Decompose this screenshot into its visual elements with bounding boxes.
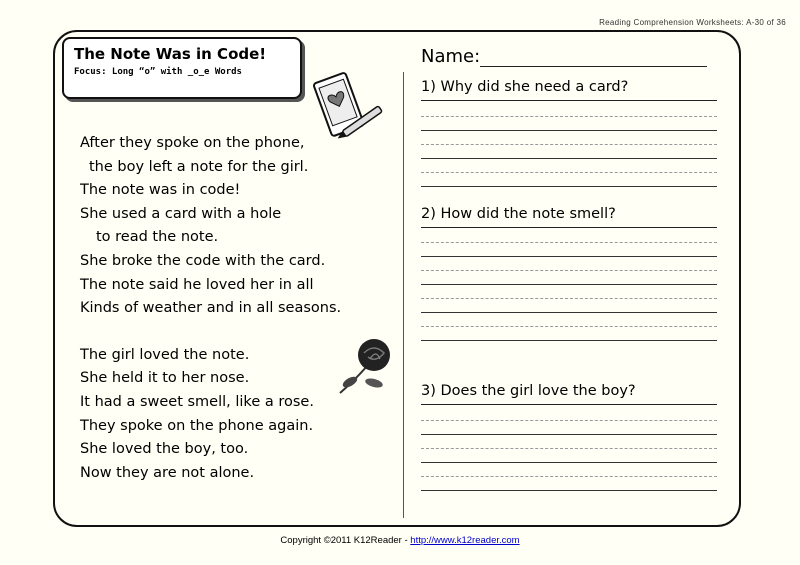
story-line: They spoke on the phone again. [80,417,314,434]
story-line: Now they are not alone. [80,464,255,481]
answer-2-lines[interactable] [421,242,717,354]
story-line: The note was in code! [80,182,241,199]
story-line: She used a card with a hole [80,205,282,222]
story-line: She held it to her nose. [80,370,250,387]
question-3: 3) Does the girl love the boy? [421,383,636,399]
story-line: to read the note. [96,229,219,246]
worksheet-header: Reading Comprehension Worksheets: A-30 of 36 [599,18,786,27]
name-field[interactable] [480,66,707,67]
story-line: She loved the boy, too. [80,441,249,458]
story-line: The note said he loved her in all [80,276,314,293]
story-line: She broke the code with the card. [80,252,326,269]
story-text [80,132,341,485]
question-3-underline [421,404,717,405]
footer-link[interactable]: http://www.k12reader.com [410,535,520,546]
footer-copyright: Copyright ©2011 K12Reader - [280,535,411,546]
answer-1-lines[interactable] [421,116,717,200]
answer-3-lines[interactable] [421,420,717,504]
name-label: Name: [421,46,481,67]
story-line: It had a sweet smell, like a rose. [80,393,314,410]
footer [0,535,800,546]
story-line: Kinds of weather and in all seasons. [80,300,342,317]
question-1: 1) Why did she need a card? [421,79,629,95]
card-with-heart-and-pen-icon [310,70,390,140]
story-line: After they spoke on the phone, [80,135,305,151]
worksheet-focus: Focus: Long “o” with _o_e Words [74,67,242,77]
story-line: the boy left a note for the girl. [89,158,309,175]
worksheet-title: The Note Was in Code! [74,45,267,63]
question-2-underline [421,227,717,228]
title-box [62,37,302,99]
question-2: 2) How did the note smell? [421,206,616,222]
column-divider [403,72,404,518]
story-line: The girl loved the note. [80,346,250,363]
question-1-underline [421,100,717,101]
